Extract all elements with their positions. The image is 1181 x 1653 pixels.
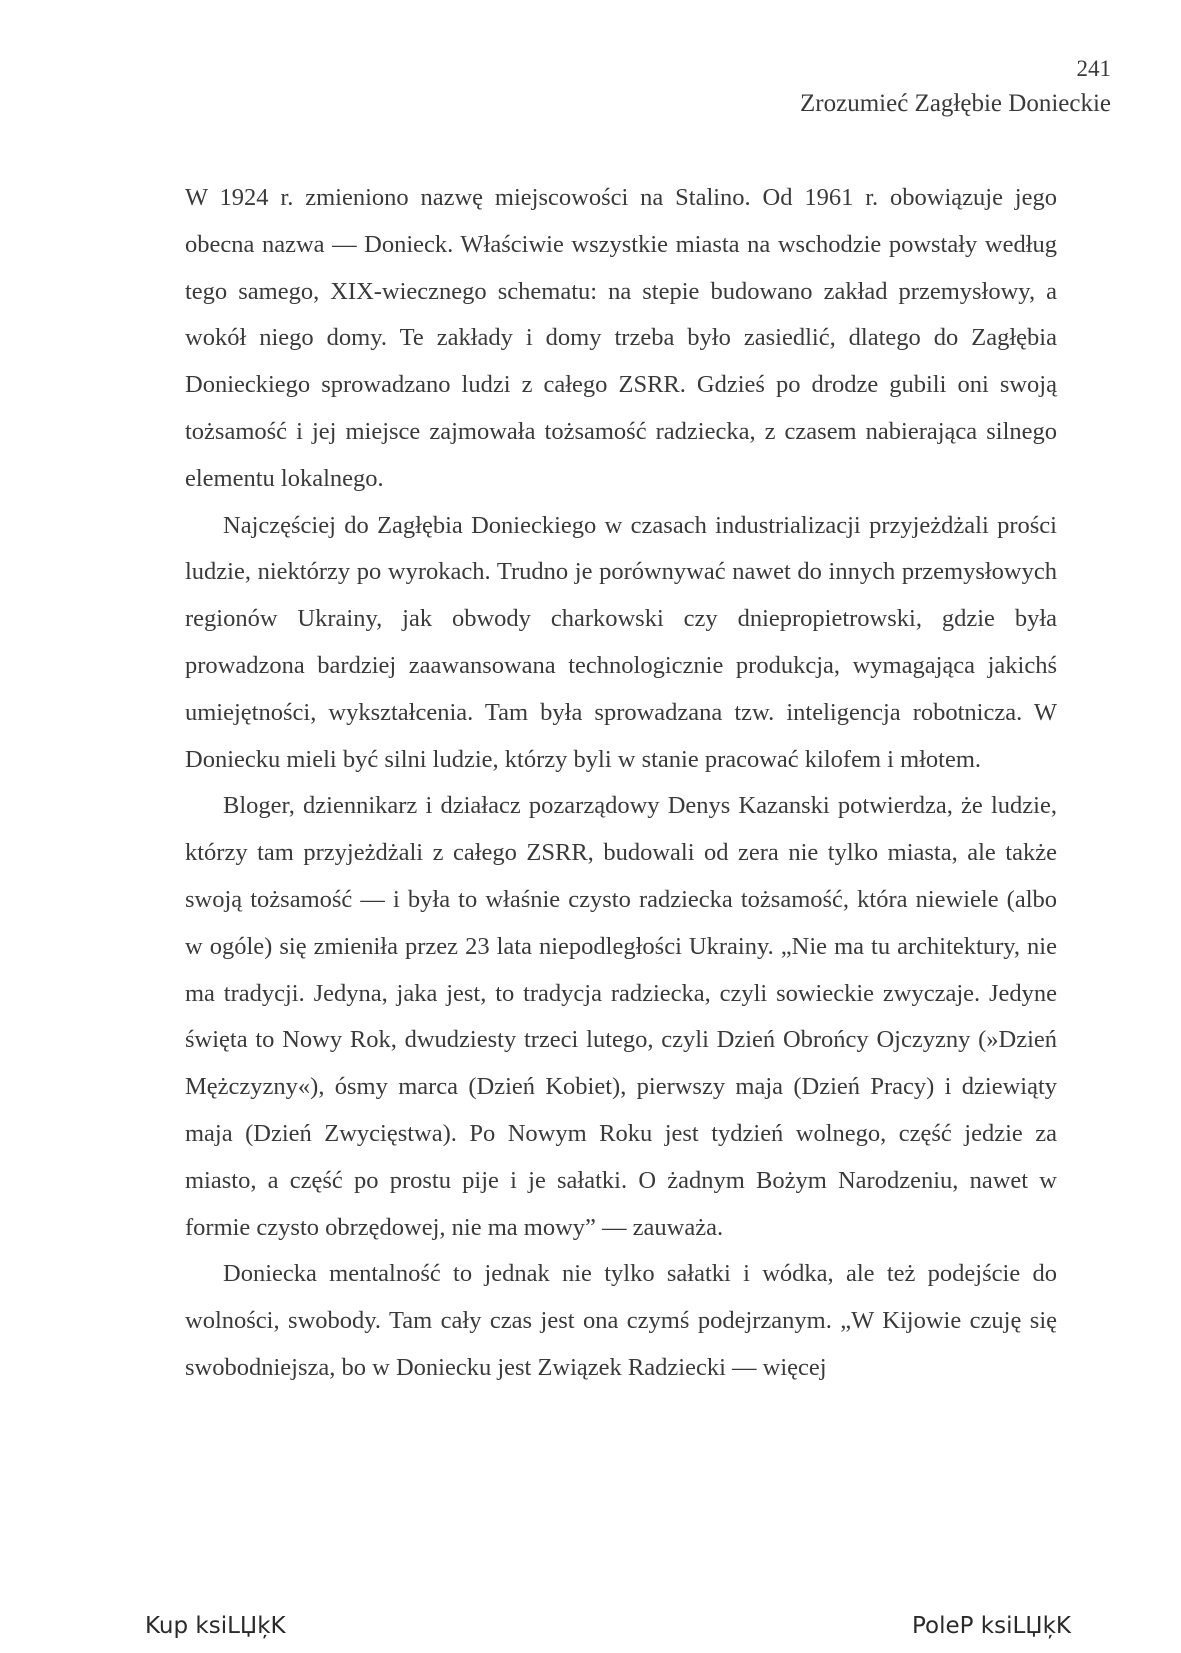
paragraph-3: Bloger, dziennikarz i działacz pozarządowy Denys Kazanski potwierdza, że ludzie, którzy tam przyjeżdżali z całego ZSRR, budowali od zera nie tylko miasta, ale także swoją tożsamość — i była to właśnie czysto radziecka tożsamość, która niewiele (albo w ogóle) się zmieniła przez 23 lata niepodległości Ukrainy. „Nie ma tu architektury, nie ma tradycji. Jedyna, jaka jest, to tradycja radziecka, czyli sowieckie zwyczaje. Jedyne święta to Nowy Rok, dwudziesty trzeci lutego, czyli Dzień Obrońcy Ojczyzny (»Dzień Mężczyzny«), ósmy marca (Dzień Kobiet), pierwszy maja (Dzień Pracy) i dziewiąty maja (Dzień Zwycięstwa). Po Nowym Roku jest tydzień wolnego, część jedzie za miasto, a część po prostu pije i je sałatki. O żadnym Bożym Narodzeniu, nawet w formie czysto obrzędowej, nie ma mowy” — zauważa. — [185, 792, 1057, 1241]
body-text — [185, 175, 1057, 1392]
recommend-book-link[interactable]: PoleP ksiLЏķK — [911, 1613, 1071, 1639]
buy-book-link[interactable]: Kup ksiLЏķK — [145, 1613, 286, 1639]
running-header — [800, 52, 1111, 122]
paragraph-1: W 1924 r. zmieniono nazwę miejscowości na Stalino. Od 1961 r. obowiązuje jego obecna nazwa — Donieck. Właściwie wszystkie miasta na wschodzie powstały według tego samego, XIX-wiecznego schematu: na stepie budowano zakład przemysłowy, a wokół niego domy. Te zakłady i domy trzeba było zasiedlić, dlatego do Zagłębia Donieckiego sprowadzano ludzi z całego ZSRR. Gdzieś po drodze gubili oni swoją tożsamość i jej miejsce zajmowała tożsamość radziecka, z czasem nabierająca silnego elementu lokalnego. — [185, 184, 1057, 492]
chapter-title: Zrozumieć Zagłębie Donieckie — [800, 90, 1111, 117]
page-number: 241 — [1076, 56, 1111, 81]
paragraph-4: Doniecka mentalność to jednak nie tylko sałatki i wódka, ale też podejście do wolności, swobody. Tam cały czas jest ona czymś podejrzanym. „W Kijowie czuję się swobodniejsza, bo w Doniecku jest Związek Radziecki — więcej — [185, 1260, 1057, 1381]
paragraph-2: Najczęściej do Zagłębia Donieckiego w czasach industrializacji przyjeżdżali prości ludzie, niektórzy po wyrokach. Trudno je porównywać nawet do innych przemysłowych regionów Ukrainy, jak obwody charkowski czy dniepropietrowski, gdzie była prowadzona bardziej zaawansowana technologicznie produkcja, wymagająca jakichś umiejętności, wykształcenia. Tam była sprowadzana tzw. inteligencja robotnicza. W Doniecku mieli być silni ludzie, którzy byli w stanie pracować kilofem i młotem. — [185, 511, 1057, 773]
